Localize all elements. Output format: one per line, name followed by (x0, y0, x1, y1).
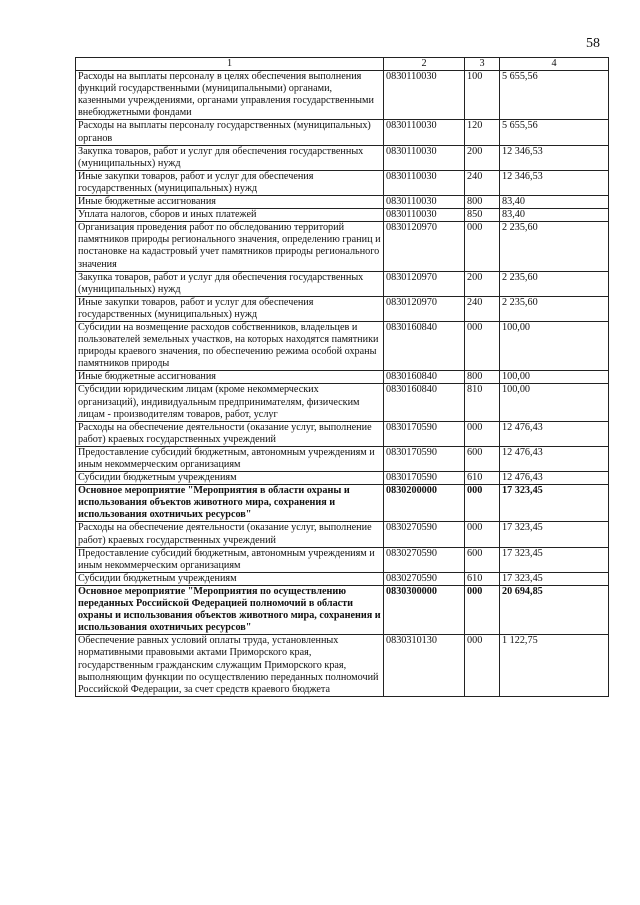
row-name-cell: Основное мероприятие "Мероприятия по осуществлению переданных Российской Федерацией полномочий в области охраны и использования объектов животного мира, сохранения и использования охотничьих ресурсов" (76, 585, 384, 634)
row-expense-type-cell: 000 (465, 522, 500, 547)
row-expense-type-cell: 810 (465, 384, 500, 421)
row-expense-type-cell: 000 (465, 222, 500, 271)
row-amount-cell: 12 346,53 (500, 145, 609, 170)
page-number: 58 (586, 36, 600, 51)
row-amount-cell: 83,40 (500, 209, 609, 222)
row-code-cell: 0830270590 (384, 547, 465, 572)
row-expense-type-cell: 000 (465, 635, 500, 696)
row-name-cell: Закупка товаров, работ и услуг для обеспечения государственных (муниципальных) нужд (76, 145, 384, 170)
row-expense-type-cell: 120 (465, 120, 500, 145)
table-row (76, 321, 609, 370)
row-name-cell: Расходы на выплаты персоналу государственных (муниципальных) органов (76, 120, 384, 145)
table-row (76, 635, 609, 696)
row-amount-cell: 20 694,85 (500, 585, 609, 634)
row-amount-cell: 83,40 (500, 196, 609, 209)
table-row (76, 446, 609, 471)
row-amount-cell: 5 655,56 (500, 120, 609, 145)
row-amount-cell: 2 235,60 (500, 271, 609, 296)
row-name-cell: Уплата налогов, сборов и иных платежей (76, 209, 384, 222)
row-name-cell: Организация проведения работ по обследованию территорий памятников природы регионального значения, определению границ и постановке на кадастровый учет памятников природы регионального значения (76, 222, 384, 271)
table-row (76, 209, 609, 222)
table-row (76, 296, 609, 321)
table-row (76, 472, 609, 485)
row-amount-cell: 17 323,45 (500, 522, 609, 547)
budget-table (75, 57, 609, 697)
row-expense-type-cell: 610 (465, 572, 500, 585)
row-expense-type-cell: 240 (465, 296, 500, 321)
row-amount-cell: 12 476,43 (500, 421, 609, 446)
row-code-cell: 0830170590 (384, 446, 465, 471)
row-code-cell: 0830160840 (384, 371, 465, 384)
header-col-1: 1 (76, 58, 384, 71)
row-amount-cell: 17 323,45 (500, 547, 609, 572)
table-row (76, 170, 609, 195)
row-code-cell: 0830160840 (384, 384, 465, 421)
row-expense-type-cell: 200 (465, 271, 500, 296)
table-row (76, 71, 609, 120)
row-expense-type-cell: 100 (465, 71, 500, 120)
row-expense-type-cell: 850 (465, 209, 500, 222)
row-amount-cell: 5 655,56 (500, 71, 609, 120)
table-row (76, 120, 609, 145)
header-col-2: 2 (384, 58, 465, 71)
row-code-cell: 0830110030 (384, 170, 465, 195)
row-expense-type-cell: 000 (465, 585, 500, 634)
row-code-cell: 0830110030 (384, 209, 465, 222)
row-name-cell: Иные закупки товаров, работ и услуг для обеспечения государственных (муниципальных) нужд (76, 296, 384, 321)
row-code-cell: 0830170590 (384, 421, 465, 446)
row-code-cell: 0830110030 (384, 145, 465, 170)
row-code-cell: 0830270590 (384, 522, 465, 547)
table-header-row (76, 58, 609, 71)
row-expense-type-cell: 000 (465, 321, 500, 370)
row-name-cell: Обеспечение равных условий оплаты труда, установленных нормативными правовыми актами Приморского края, государственным гражданским служащим Приморского края, выполняющим функции по осуществлению переданных полномочий Российской Федерации, за счет средств краевого бюджета (76, 635, 384, 696)
row-amount-cell: 2 235,60 (500, 296, 609, 321)
row-amount-cell: 12 476,43 (500, 472, 609, 485)
table-row (76, 547, 609, 572)
table-row (76, 585, 609, 634)
row-name-cell: Предоставление субсидий бюджетным, автономным учреждениям и иным некоммерческим организациям (76, 446, 384, 471)
row-name-cell: Расходы на выплаты персоналу в целях обеспечения выполнения функций государственными (муниципальными) органами, казенными учреждениями, органами управления государственными внебюджетными фондами (76, 71, 384, 120)
row-name-cell: Субсидии юридическим лицам (кроме некоммерческих организаций), индивидуальным предпринимателям, физическим лицам - производителям товаров, работ, услуг (76, 384, 384, 421)
row-code-cell: 0830120970 (384, 296, 465, 321)
row-name-cell: Субсидии на возмещение расходов собственников, владельцев и пользователей земельных участков, на которых находятся памятники природы краевого значения, по обеспечению режима особой охраны памятников природы (76, 321, 384, 370)
row-expense-type-cell: 600 (465, 446, 500, 471)
table-row (76, 196, 609, 209)
row-name-cell: Предоставление субсидий бюджетным, автономным учреждениям и иным некоммерческим организациям (76, 547, 384, 572)
table-row (76, 421, 609, 446)
table-row (76, 572, 609, 585)
table-row (76, 384, 609, 421)
row-code-cell: 0830120970 (384, 271, 465, 296)
row-expense-type-cell: 600 (465, 547, 500, 572)
table-row (76, 485, 609, 522)
row-name-cell: Иные бюджетные ассигнования (76, 371, 384, 384)
row-expense-type-cell: 000 (465, 485, 500, 522)
row-code-cell: 0830110030 (384, 120, 465, 145)
row-expense-type-cell: 240 (465, 170, 500, 195)
table-row (76, 145, 609, 170)
row-name-cell: Основное мероприятие "Мероприятия в области охраны и использования объектов животного мира, сохранения и использования охотничьих ресурсов" (76, 485, 384, 522)
row-name-cell: Субсидии бюджетным учреждениям (76, 572, 384, 585)
row-code-cell: 0830110030 (384, 71, 465, 120)
row-amount-cell: 100,00 (500, 384, 609, 421)
row-expense-type-cell: 200 (465, 145, 500, 170)
row-code-cell: 0830170590 (384, 472, 465, 485)
row-code-cell: 0830310130 (384, 635, 465, 696)
row-name-cell: Субсидии бюджетным учреждениям (76, 472, 384, 485)
row-code-cell: 0830160840 (384, 321, 465, 370)
table-row (76, 522, 609, 547)
row-amount-cell: 1 122,75 (500, 635, 609, 696)
row-name-cell: Расходы на обеспечение деятельности (оказание услуг, выполнение работ) краевых государственных учреждений (76, 522, 384, 547)
table-row (76, 271, 609, 296)
row-code-cell: 0830120970 (384, 222, 465, 271)
row-amount-cell: 17 323,45 (500, 485, 609, 522)
row-expense-type-cell: 800 (465, 371, 500, 384)
row-amount-cell: 2 235,60 (500, 222, 609, 271)
row-name-cell: Расходы на обеспечение деятельности (оказание услуг, выполнение работ) краевых государственных учреждений (76, 421, 384, 446)
header-col-4: 4 (500, 58, 609, 71)
row-expense-type-cell: 000 (465, 421, 500, 446)
row-amount-cell: 12 476,43 (500, 446, 609, 471)
row-amount-cell: 100,00 (500, 321, 609, 370)
row-expense-type-cell: 610 (465, 472, 500, 485)
header-col-3: 3 (465, 58, 500, 71)
row-amount-cell: 12 346,53 (500, 170, 609, 195)
row-name-cell: Закупка товаров, работ и услуг для обеспечения государственных (муниципальных) нужд (76, 271, 384, 296)
table-row (76, 371, 609, 384)
row-amount-cell: 17 323,45 (500, 572, 609, 585)
row-amount-cell: 100,00 (500, 371, 609, 384)
row-code-cell: 0830270590 (384, 572, 465, 585)
row-name-cell: Иные закупки товаров, работ и услуг для обеспечения государственных (муниципальных) нужд (76, 170, 384, 195)
table-row (76, 222, 609, 271)
row-name-cell: Иные бюджетные ассигнования (76, 196, 384, 209)
row-code-cell: 0830200000 (384, 485, 465, 522)
row-code-cell: 0830110030 (384, 196, 465, 209)
row-code-cell: 0830300000 (384, 585, 465, 634)
row-expense-type-cell: 800 (465, 196, 500, 209)
